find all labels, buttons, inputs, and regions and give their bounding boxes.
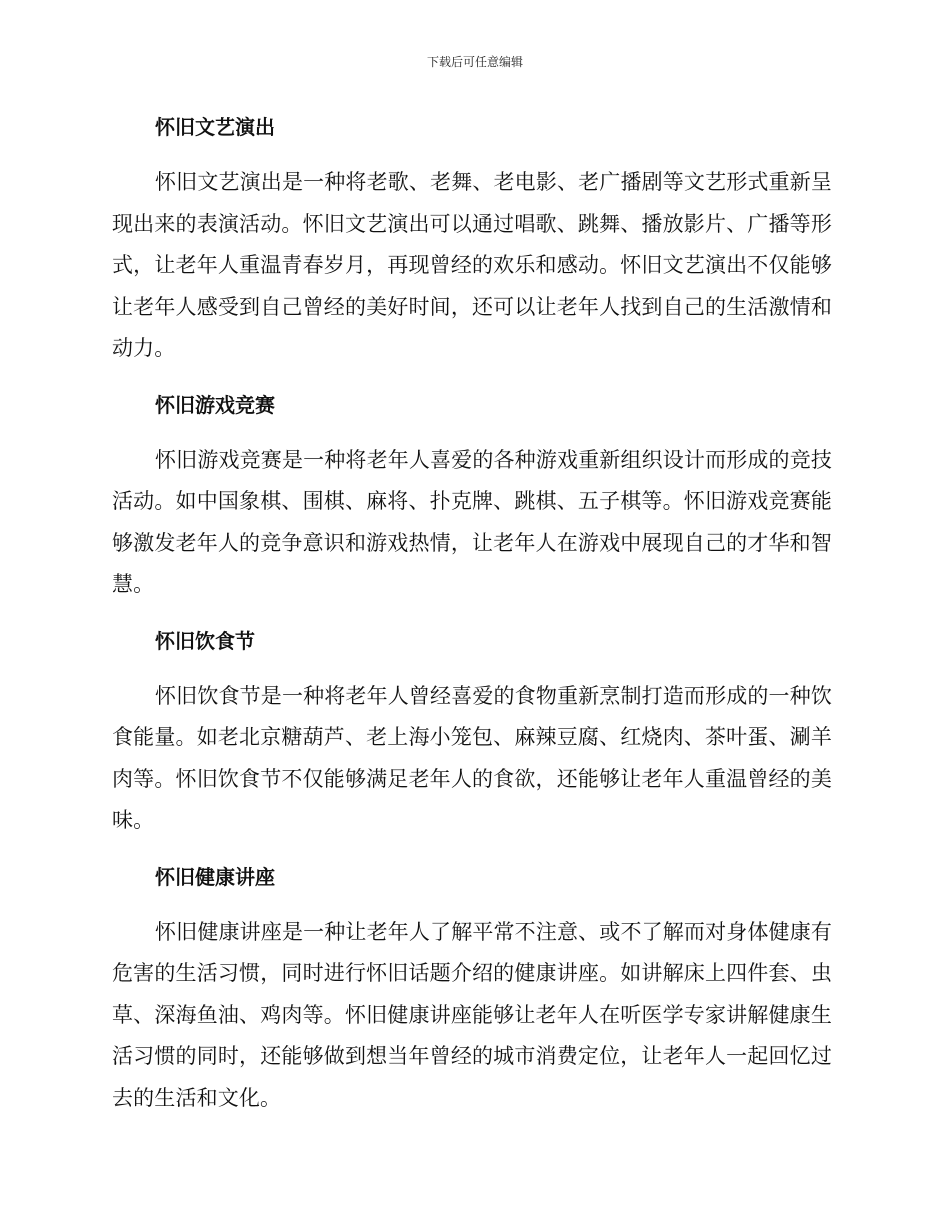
section-paragraph: 怀旧文艺演出是一种将老歌、老舞、老电影、老广播剧等文艺形式重新呈现出来的表演活动。怀旧文艺演出可以通过唱歌、跳舞、播放影片、广播等形式，让老年人重温青春岁月，再现曾经的欢乐和感动。怀旧文艺演出不仅能够让老年人感受到自己曾经的美好时间，还可以让老年人找到自己的生活激情和动力。 <box>112 170 832 360</box>
section-game-competition <box>112 388 832 606</box>
section-paragraph: 怀旧饮食节是一种将老年人曾经喜爱的食物重新烹制打造而形成的一种饮食能量。如老北京糖葫芦、老上海小笼包、麻辣豆腐、红烧肉、茶叶蛋、涮羊肉等。怀旧饮食节不仅能够满足老年人的食欲，还能够让老年人重温曾经的美味。 <box>112 683 832 832</box>
section-paragraph: 怀旧健康讲座是一种让老年人了解平常不注意、或不了解而对身体健康有危害的生活习惯，同时进行怀旧话题介绍的健康讲座。如讲解床上四件套、虫草、深海鱼油、鸡肉等。怀旧健康讲座能够让老年人在听医学专家讲解健康生活习惯的同时，还能够做到想当年曾经的城市消费定位，让老年人一起回忆过去的生活和文化。 <box>112 919 832 1110</box>
section-paragraph: 怀旧游戏竞赛是一种将老年人喜爱的各种游戏重新组织设计而形成的竞技活动。如中国象棋、围棋、麻将、扑克牌、跳棋、五子棋等。怀旧游戏竞赛能够激发老年人的竞争意识和游戏热情，让老年人在游戏中展现自己的才华和智慧。 <box>112 447 832 596</box>
section-food-festival <box>112 624 832 842</box>
section-health-lecture <box>112 860 832 1120</box>
section-heading: 怀旧饮食节 <box>155 628 255 653</box>
document-body <box>112 110 832 1137</box>
section-heading: 怀旧健康讲座 <box>155 864 275 889</box>
section-art-performance <box>112 110 832 370</box>
section-heading: 怀旧文艺演出 <box>155 115 275 139</box>
page-header: 下载后可任意编辑 <box>426 55 523 69</box>
section-heading: 怀旧游戏竞赛 <box>155 392 275 417</box>
